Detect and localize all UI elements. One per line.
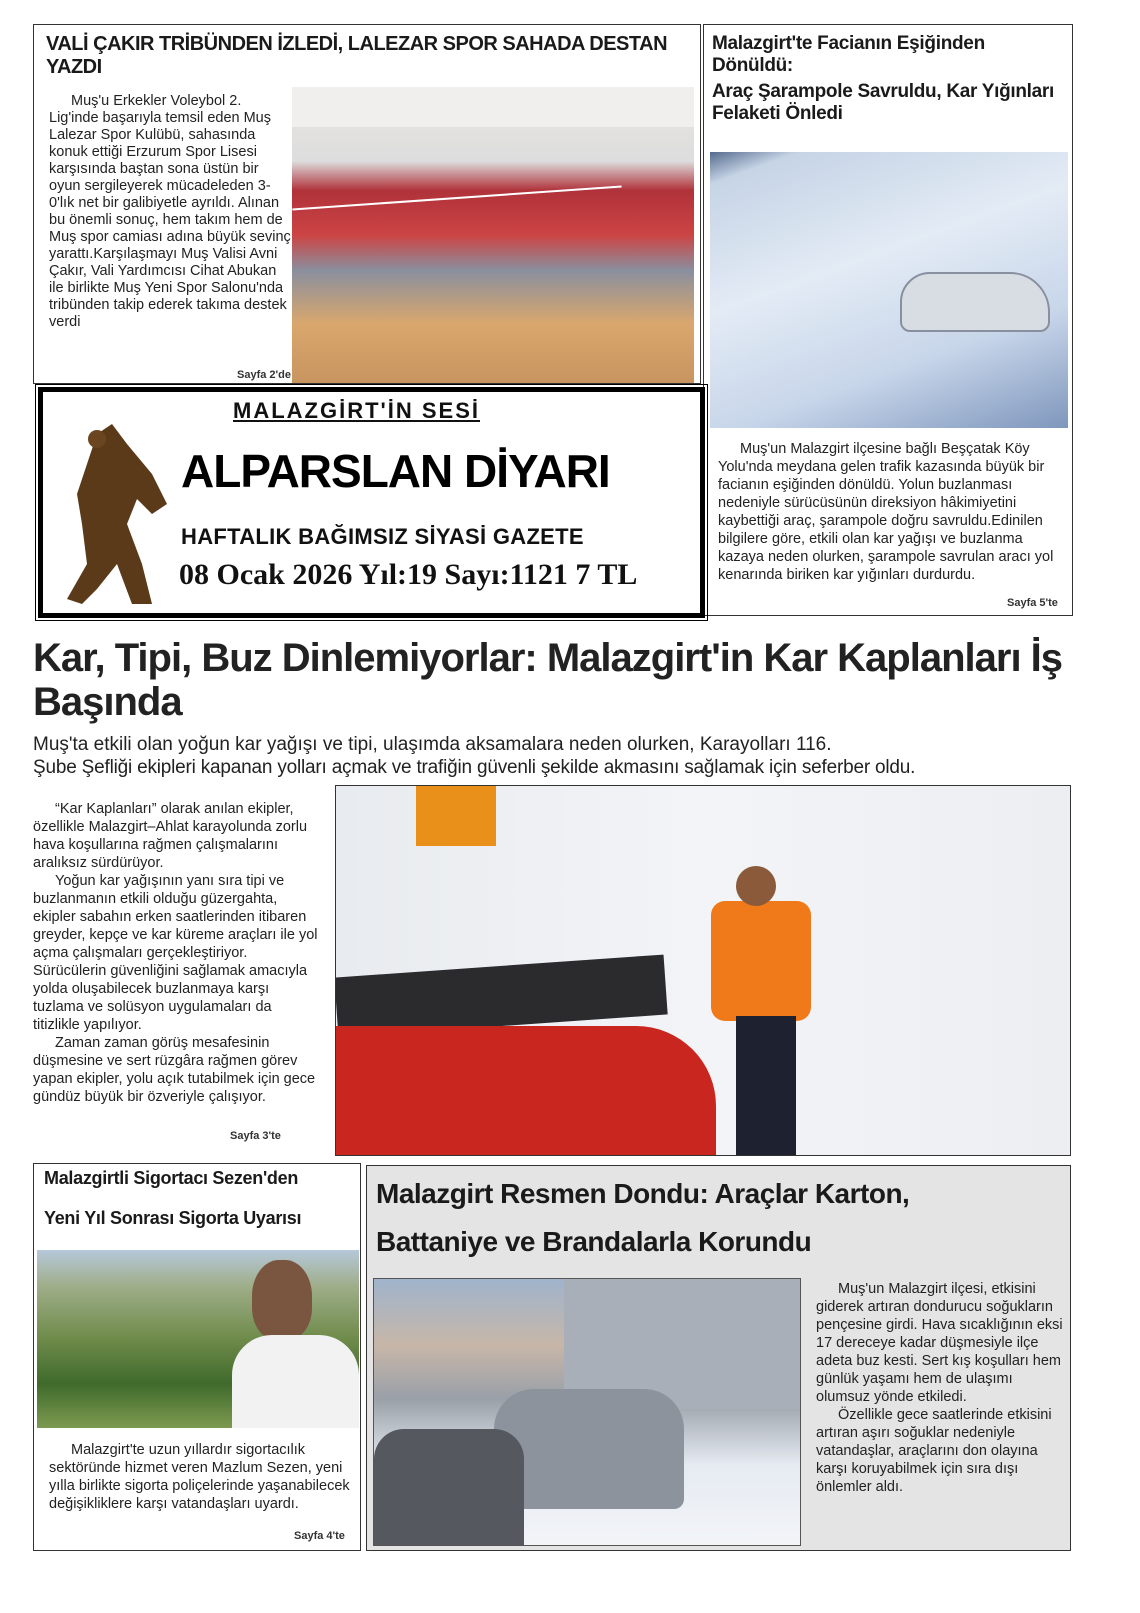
headline-line-2: Yeni Yıl Sonrası Sigorta Uyarısı (44, 1208, 302, 1228)
main-deck-1: Muş'ta etkili olan yoğun kar yağışı ve tipi, ulaşımda aksamalara neden olurken, Karayolları 116. (33, 734, 832, 755)
headline-line-2: Araç Şarampole Savruldu, Kar Yığınları Felaketi Önledi (712, 81, 1054, 124)
story-volleyball (33, 24, 701, 384)
story-accident (703, 24, 1073, 616)
page-ref: Sayfa 5'te (1007, 597, 1058, 609)
headline-line-1: Malazgirt Resmen Dondu: Araçlar Karton, (376, 1178, 910, 1209)
article-body: Malazgirt'te uzun yıllardır sigortacılık sektöründe hizmet veren Mazlum Sezen, yeni yılla birlikte sigorta poliçelerinde yaşanabilecek değişikliklere karşı vatandaşları uyardı. (49, 1442, 350, 1512)
snow-car-photo (710, 152, 1068, 428)
main-headline: Kar, Tipi, Buz Dinlemiyorlar: Malazgirt'in Kar Kaplanları İş Başında (33, 636, 1063, 724)
story-frozen (366, 1165, 1071, 1551)
headline-line-1: Malazgirtli Sigortacı Sezen'den (44, 1168, 299, 1188)
issue-info: 08 Ocak 2026 Yıl:19 Sayı:1121 7 TL (179, 558, 638, 591)
tagline: MALAZGİRT'İN SESİ (233, 398, 481, 423)
volleyball-photo (292, 87, 694, 383)
article-body: Muş'un Malazgirt ilçesine bağlı Beşçatak Köy Yolu'nda meydana gelen trafik kazasında büyük bir facianın eşiğinden dönüldü. Yolun buzlanması nedeniyle sürücüsünün direksiyon hâkimiyetini kaybettiği araç, şarampole doğru savruldu.Edinilen bilgilere göre, etkili olan kar yağışı ve buzlanma kazaya neden olurken, şarampole savrulan aracı yol kenarında biriken kar yığınları durdurdu. (718, 441, 1054, 583)
sultan-statue-logo (57, 414, 177, 609)
main-article-body: “Kar Kaplanları” olarak anılan ekipler, özellikle Malazgirt–Ahlat karayolunda zorlu hava koşullarına rağmen çalışmalarını aralıksız sürdürüyor. Yoğun kar yağışının yanı sıra tipi ve buzlanmanın etkili olduğu güzergahta, ekipler sabahın erken saatlerinden itibaren greyder, kepçe ve kar küreme araçları ile yol açma çalışmaları gerçekleştiriyor. Sürücülerin güvenliğini sağlamak amacıyla yolda oluşabilecek buzlanmaya karşı tuzlama ve solüsyon uygulamaları da titizlikle yapılıyor. Zaman zaman görüş mesafesinin düşmesine ve sert rüzgâra rağmen görev yapan ekipler, yolu açık tutabilmek için gece gündüz büyük bir özveriyle çalışıyor. (33, 801, 318, 1105)
snowplow-worker-photo (335, 785, 1071, 1156)
main-deck-2: Şube Şefliği ekipleri kapanan yolları açmak ve trafiğin güvenli şekilde akmasını sağlamak için seferber oldu. (33, 757, 916, 778)
insurance-agent-photo (37, 1250, 359, 1428)
headline-line-1: Malazgirt'te Facianın Eşiğinden Dönüldü: (712, 33, 985, 76)
page-ref: Sayfa 4'te (294, 1530, 345, 1542)
covered-cars-photo (373, 1278, 801, 1546)
paper-title: ALPARSLAN DİYARI (181, 445, 610, 497)
masthead (38, 387, 705, 618)
page-ref: Sayfa 2'de (237, 369, 291, 381)
paper-subtitle: HAFTALIK BAĞIMSIZ SİYASİ GAZETE (181, 524, 584, 549)
article-body: Muş'un Malazgirt ilçesi, etkisini giderek artıran dondurucu soğukların pençesine girdi. Hava sıcaklığının eksi 17 dereceye kadar düşmesiyle ilçe adeta buz kesti. Sert kış koşulları hem günlük yaşamı hem de ulaşımı olumsuz yönde etkiledi. Özellikle gece saatlerinde etkisini artıran aşırı soğuklar nedeniyle vatandaşlar, araçlarını don olayına karşı koruyabilmek için sıra dışı önlemler aldı. (816, 1281, 1063, 1495)
headline-line-2: Battaniye ve Brandalarla Korundu (376, 1226, 812, 1257)
article-body: Muş'u Erkekler Voleybol 2. Lig'inde başarıyla temsil eden Muş Lalezar Spor Kulübü, sahasında konuk ettiği Erzurum Spor Lisesi karşısında baştan sona üstün bir oyun sergileyerek mücadeleden 3-0'lık net bir galibiyetle ayrıldı. Alınan bu önemli sonuç, hem takım hem de Muş spor camiası adına büyük sevinç yarattı.Karşılaşmayı Muş Valisi Avni Çakır, Vali Yardımcısı Cihat Abukan ile birlikte Muş Yeni Spor Salonu'nda tribünden takip ederek takıma destek verdi (49, 93, 291, 330)
page-ref: Sayfa 3'te (230, 1130, 281, 1142)
story-insurance (33, 1163, 361, 1551)
headline: VALİ ÇAKIR TRİBÜNDEN İZLEDİ, LALEZAR SPOR SAHADA DESTAN YAZDI (46, 33, 668, 78)
